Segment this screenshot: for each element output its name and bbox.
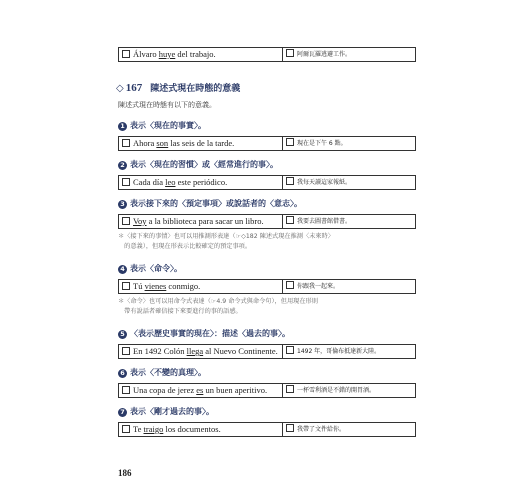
checkbox-icon <box>286 216 294 224</box>
example-table-5: En 1492 Colón llega al Nuevo Continente. 1492 年，哥倫布抵達新大陸。 <box>118 344 416 359</box>
item-heading-6: 6 表示〈不變的真理〉。 <box>118 367 206 378</box>
chinese-translation: 阿爾瓦羅逃避工作。 <box>283 48 415 61</box>
checkbox-icon <box>286 49 294 57</box>
checkbox-icon <box>286 281 294 289</box>
example-table-4: Tú vienes conmigo. 你跟我一起來。 <box>118 279 416 294</box>
example-table-6: Una copa de jerez es un buen aperitivo. 一杯雪利酒是不錯的開胃酒。 <box>118 383 416 398</box>
checkbox-icon <box>122 50 130 58</box>
checkbox-icon <box>122 178 130 186</box>
item-heading-5: 5 〈表示歷史事實的現在〉：描述〈過去的事〉。 <box>118 328 290 339</box>
intro-text: 陳述式現在時態有以下的意義。 <box>118 101 216 109</box>
example-table-3: Voy a la biblioteca para sacar un libro. 我要去圖書館借書。 <box>118 214 416 229</box>
checkbox-icon <box>122 386 130 394</box>
item-heading-7: 7 表示〈剛才過去的事〉。 <box>118 406 214 417</box>
item-heading-1: 1 表示〈現在的事實〉。 <box>118 120 206 131</box>
checkbox-icon <box>122 425 130 433</box>
checkbox-icon <box>122 347 130 355</box>
example-table-1: Ahora son las seis de la tarde. 現在是下午 6 點。 <box>118 136 416 151</box>
checkbox-icon <box>122 217 130 225</box>
checkbox-icon <box>286 138 294 146</box>
verb-highlight: huye <box>158 49 176 59</box>
spanish-sentence: Álvaro huye del trabajo. <box>119 48 283 61</box>
example-table-2: Cada día leo este periódico. 我每天讀這家報紙。 <box>118 175 416 190</box>
item-heading-3: 3 表示接下來的〈預定事項〉或說話者的〈意志〉。 <box>118 198 302 209</box>
page-number: 186 <box>118 468 132 478</box>
diamond-icon: ◇ <box>116 83 124 94</box>
checkbox-icon <box>286 424 294 432</box>
note-4: ＊〈命令〉也可以用命令式表達（☞4.9 命令式與命令句），但用現在形則 帶有說話者確信接下來要進行的事的語感。 <box>118 298 318 315</box>
example-table-top <box>118 47 416 62</box>
example-table-7: Te traigo los documentos. 我帶了文件給你。 <box>118 422 416 437</box>
checkbox-icon <box>286 385 294 393</box>
section-title: ◇ 167 陳述式現在時態的意義 <box>116 82 241 94</box>
checkbox-icon <box>286 177 294 185</box>
checkbox-icon <box>286 346 294 354</box>
checkbox-icon <box>122 139 130 147</box>
note-3: ＊〈接下來的事情〉也可以用推測形表達（☞◇182 陳述式現在推測〈未來時〉 的意義），但現在形表示比較確定的預定事項。 <box>118 233 334 250</box>
checkbox-icon <box>122 282 130 290</box>
item-heading-4: 4 表示〈命令〉。 <box>118 263 182 274</box>
item-heading-2: 2 表示〈現在的習慣〉或〈經常進行的事〉。 <box>118 159 278 170</box>
